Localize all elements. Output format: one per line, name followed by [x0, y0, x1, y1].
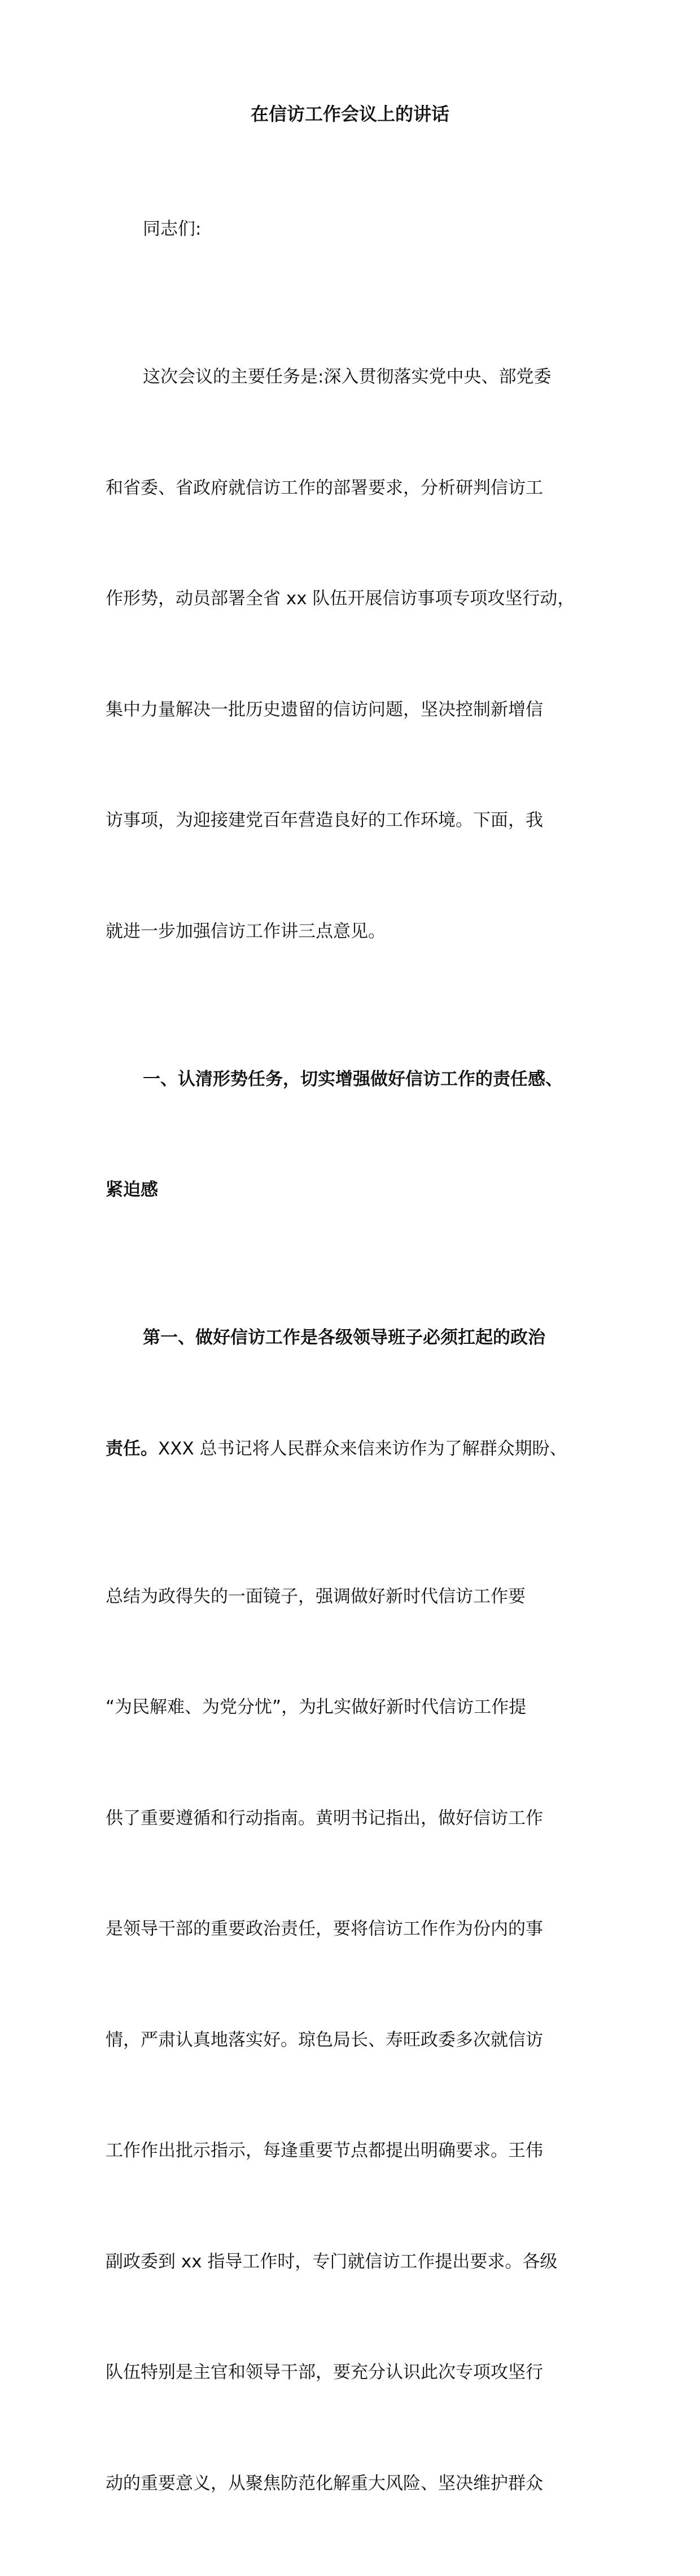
paragraph-line: 这次会议的主要任务是:深入贯彻落实党中央、部党委	[143, 367, 552, 387]
mixed-line	[106, 1431, 614, 1468]
greeting: 同志们:	[143, 219, 202, 239]
paragraph-line: 总结为政得失的一面镜子，强调做好新时代信访工作要	[106, 1586, 526, 1607]
paragraph-line: 队伍特别是主官和领导干部，要充分认识此次专项攻坚行	[106, 2362, 543, 2382]
document-title: 在信访工作会议上的讲话	[250, 103, 449, 125]
paragraph-line: 作形势，动员部署全省 xx 队伍开展信访事项专项攻坚行动，	[106, 588, 575, 609]
paragraph-text: XXX 总书记将人民群众来信来访作为了解群众期盼、	[158, 1438, 567, 1459]
paragraph-line: 是领导干部的重要政治责任，要将信访工作作为份内的事	[106, 1919, 543, 1939]
paragraph-line: 集中力量解决一批历史遗留的信访问题，坚决控制新增信	[106, 699, 543, 720]
paragraph-line: 工作作出批示指示，每逢重要节点都提出明确要求。王伟	[106, 2140, 543, 2161]
paragraph-line: 动的重要意义，从聚焦防范化解重大风险、坚决维护群众	[106, 2473, 543, 2494]
section-heading-line: 一、认清形势任务，切实增强做好信访工作的责任感、	[143, 1069, 563, 1089]
paragraph-line: 副政委到 xx 指导工作时，专门就信访工作提出要求。各级	[106, 2251, 558, 2272]
paragraph-line: 就进一步加强信访工作讲三点意见。	[106, 921, 386, 942]
paragraph-line: 情，严肃认真地落实好。琼色局长、寿旺政委多次就信访	[106, 2029, 543, 2050]
paragraph-line: 和省委、省政府就信访工作的部署要求，分析研判信访工	[106, 477, 543, 498]
paragraph-line: 供了重要遵循和行动指南。黄明书记指出，做好信访工作	[106, 1808, 543, 1828]
subheading-line: 第一、做好信访工作是各级领导班子必须扛起的政治	[143, 1327, 545, 1348]
section-heading-line: 紧迫感	[106, 1180, 158, 1200]
document-body	[106, 137, 614, 2576]
paragraph-line: “为民解难、为党分忧”，为扎实做好新时代信访工作提	[106, 1697, 527, 1717]
paragraph-line: 访事项，为迎接建党百年营造良好的工作环境。下面，我	[106, 810, 543, 830]
subheading-end: 责任。	[106, 1438, 158, 1459]
